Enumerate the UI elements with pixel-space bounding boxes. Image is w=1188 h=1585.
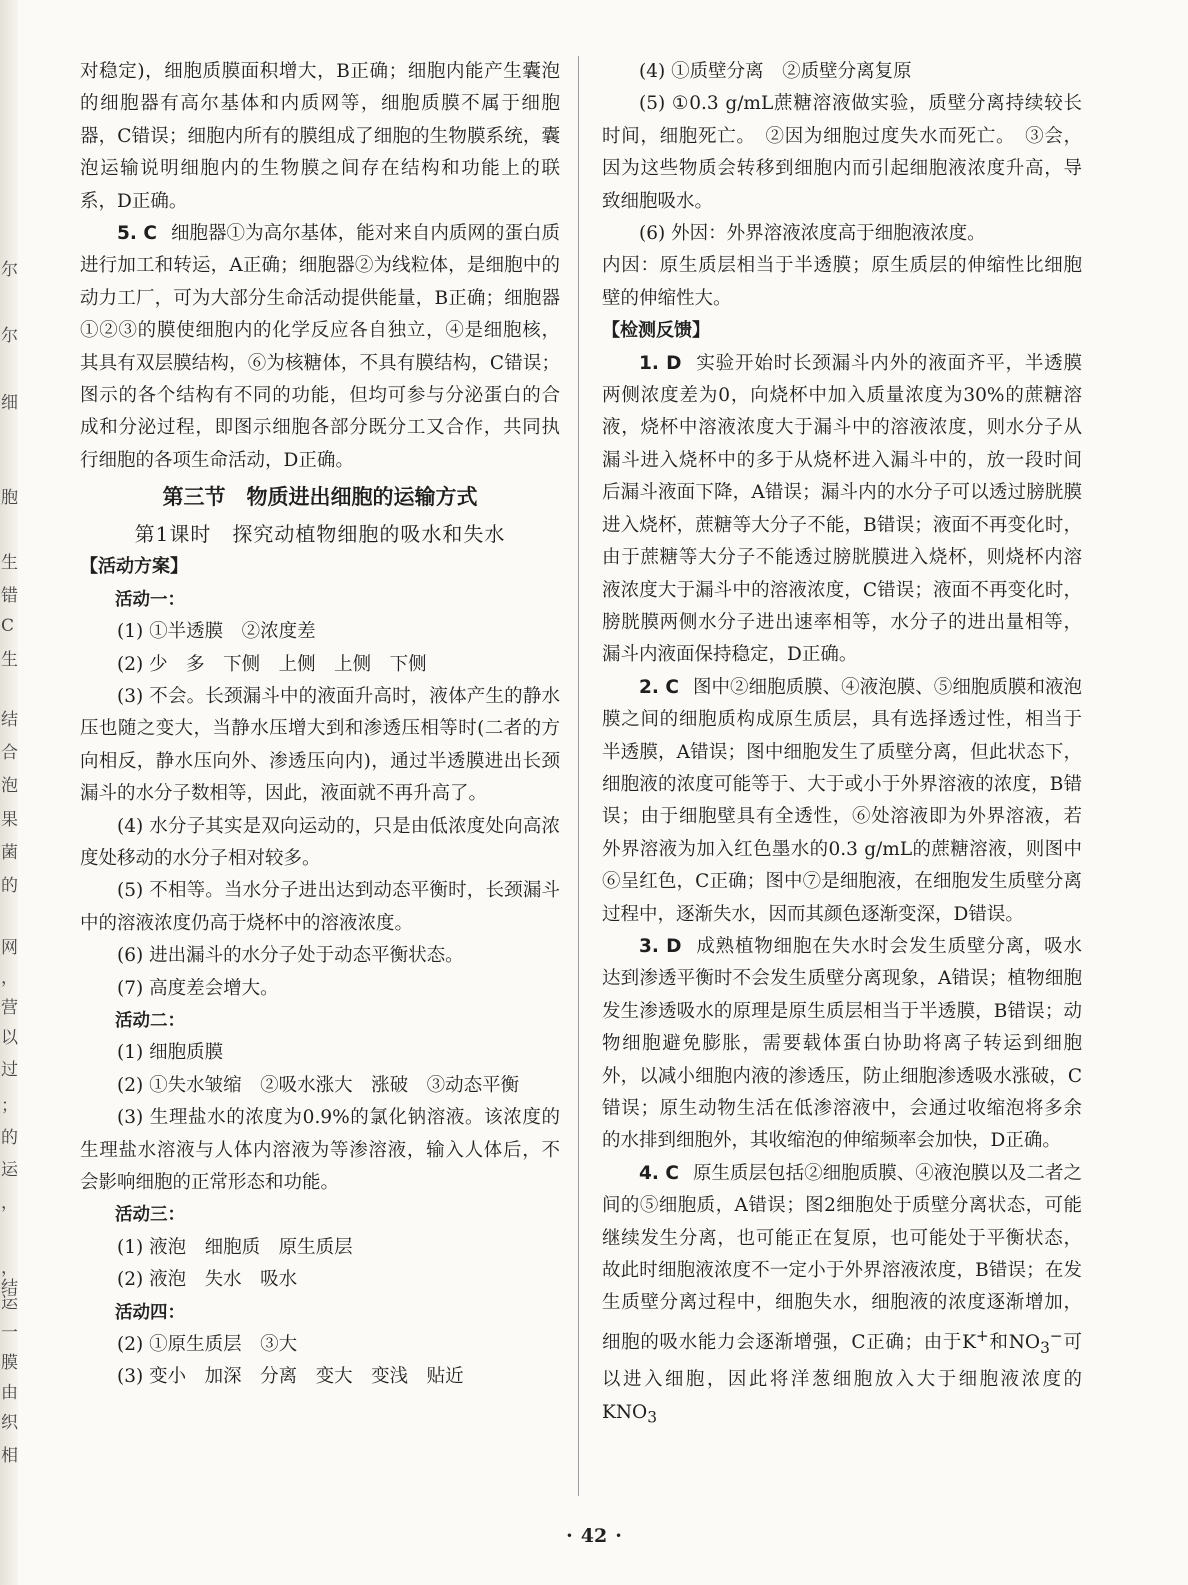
activity-1-item: (6) 进出漏斗的水分子处于动态平衡状态。 [117,945,464,967]
answer-4-number: 4. C [639,1162,679,1184]
answer-4-text: 原生质层包括②细胞质膜、④液泡膜以及二者之间的⑤细胞质，A错误；图2细胞处于质壁分离状态，可能继续发生分离，也可能正在复原，也可能处于平衡状态，故此时细胞液浓度不一定小于外界溶液浓度，B错误；在发生质壁分离过程中，细胞失水，细胞液的浓度逐渐增加，细胞的吸水能力会逐渐增强，C正确；由于K [602,1162,1082,1353]
answer-5 [80,218,560,477]
edge-char: 果 [1,810,18,830]
activity-4-item: (5) ①0.3 g/mL蔗糖溶液做实验，质壁分离持续较长时间，细胞死亡。 ②因为细胞过度失水而死亡。 ③会，因为这些物质会转移到细胞内而引起细胞液浓度升高，导致细胞吸水。 [602,93,1082,212]
edge-char: 胞 [1,488,18,508]
edge-char: 生 [1,650,18,670]
activity-1-item: (7) 高度差会增大。 [117,977,279,999]
edge-char: 合 [1,743,18,763]
activity-4-item-continued: 内因：原生质层相当于半透膜；原生质层的伸缩性比细胞壁的伸缩性大。 [602,255,1082,309]
paragraph-continuation: 对稳定)，细胞质膜面积增大，B正确；细胞内能产生囊泡的细胞器有高尔基体和内质网等，细胞质膜不属于细胞器，C错误；细胞内所有的膜组成了细胞的生物膜系统，囊泡运输说明细胞内的生物膜之间存在结构和功能上的联系，D正确。 [80,61,560,212]
answer-2-text: 图中②细胞质膜、④液泡膜、⑤细胞质膜和液泡膜之间的细胞质构成原生质层，具有选择透过性，相当于半透膜，A错误；图中细胞发生了质壁分离，但此状态下，细胞液的浓度可能等于、大于或小于外界溶液的浓度，B错误；由于细胞壁具有全透性，⑥处溶液即为外界溶液，若外界溶液为加入红色墨水的0.3 g/mL的蔗糖溶液，则图中⑥呈红色，C正确；图中⑦是细胞液，在细胞发生质壁分离过程中，逐渐失水，因而其颜色逐渐变深，D错误。 [602,676,1082,925]
answer-4-text: 和NO [988,1332,1041,1353]
edge-char: 相 [1,1446,18,1466]
activity-2-item: (3) 生理盐水的浓度为0.9%的氯化钠溶液。该浓度的生理盐水溶液与人体内溶液为等渗溶液，输入人体后，不会影响细胞的正常形态和功能。 [80,1107,560,1193]
subscript: 3 [1040,1338,1050,1357]
edge-char: ， [1,1193,18,1213]
page-number: · 42 · [566,1525,622,1547]
edge-char: 结 [1,1278,18,1298]
edge-char: 以 [1,1028,18,1048]
edge-char: 泡 [1,776,18,796]
edge-char: ； [1,1096,18,1116]
answer-5-text: 细胞器①为高尔基体，能对来自内质网的蛋白质进行加工和转运，A正确；细胞器②为线粒体，是细胞中的动力工厂，可为大部分生命活动提供能量，B正确；细胞器①②③的膜使细胞内的化学反应各自独立，④是细胞核，其具有双层膜结构，⑥为核糖体，不具有膜结构，C错误；图示的各个结构有不同的功能，但均可参与分泌蛋白的合成和分泌过程，即图示细胞各部分既分工又合作，共同执行细胞的各项生命活动，D正确。 [80,223,560,471]
activity-3-label: 活动三： [115,1205,185,1226]
answer-2 [602,672,1082,931]
edge-char: 细 [1,393,18,413]
lesson-title: 第1课时 探究动植物细胞的吸水和失水 [134,522,506,547]
edge-char: 膜 [1,1353,18,1373]
edge-char: 运 [1,1160,18,1180]
edge-char: ， [1,1258,18,1278]
edge-char: ， [1,968,18,988]
page-number-value: 42 [580,1525,608,1547]
answer-3 [602,931,1082,1158]
answer-3-text: 成熟植物细胞在失水时会发生质壁分离，吸水达到渗透平衡时不会发生质壁分离现象，A错误；植物细胞发生渗透吸水的原理是原生质层相当于半透膜，B错误；动物细胞避免膨胀，需要载体蛋白协助将离子转运到细胞外，以减小细胞内液的渗透压，防止细胞渗透吸水涨破，C错误；原生动物生活在低渗溶液中，会通过收缩泡将多余的水排到细胞外，其收缩泡的伸缩频率会加快，D正确。 [602,935,1082,1152]
activity-4-item: (6) 外因：外界溶液浓度高于细胞液浓度。 [639,223,986,245]
superscript: + [975,1326,989,1345]
answer-4-text: 可以进入细胞，因此将洋葱细胞放入大于细胞液浓度的KNO [602,1332,1082,1423]
superscript: − [1049,1326,1063,1345]
edge-char: 尔 [1,260,18,280]
activity-1-item: (3) 不会。长颈漏斗中的液面升高时，液体产生的静水压也随之变大，当静水压增大到和渗透压相等时(二者的方向相反，静水压向外、渗透压向内)，通过半透膜进出长颈漏斗的水分子数相等，因此，液面就不再升高了。 [80,685,560,805]
edge-char: 菌 [1,843,18,863]
edge-char: 尔 [1,326,18,346]
activity-3-item: (2) 液泡 失水 吸水 [117,1269,298,1291]
edge-char: C [1,616,15,636]
activity-4-item: (4) ①质壁分离 ②质壁分离复原 [639,61,912,82]
edge-char: 织 [1,1413,18,1433]
right-column [602,56,1082,1434]
activity-3-item: (1) 液泡 细胞质 原生质层 [117,1236,353,1258]
activity-2-item: (1) 细胞质膜 [117,1042,224,1064]
edge-char: 网 [1,938,18,958]
activity-2-item: (2) ①失水皱缩 ②吸水涨大 涨破 ③动态平衡 [117,1074,520,1096]
answer-1 [602,348,1082,672]
section-title: 第三节 物质进出细胞的运输方式 [162,485,478,510]
edge-char: 生 [1,553,18,573]
answer-4 [602,1158,1082,1434]
edge-char: 营 [1,998,18,1018]
activity-1-item: (2) 少 多 下侧 上侧 上侧 下侧 [117,653,427,675]
feedback-header: 【检测反馈】 [602,320,710,342]
activity-plan-header: 【活动方案】 [80,556,188,578]
edge-char: 的 [1,876,18,896]
activity-1-item: (4) 水分子其实是双向运动的，只是由低浓度处向高浓度处移动的水分子相对较多。 [80,815,560,869]
activity-2-label: 活动二： [115,1010,185,1031]
activity-4-item: (2) ①原生质层 ③大 [117,1334,298,1356]
left-column [80,56,560,1394]
answer-2-number: 2. C [639,676,679,698]
answer-3-number: 3. D [639,935,682,957]
activity-1-label: 活动一： [115,589,185,610]
subscript: 3 [647,1408,657,1427]
answer-1-number: 1. D [639,352,682,374]
edge-char: 过 [1,1060,18,1080]
edge-char: 运 [1,1293,18,1313]
answer-1-text: 实验开始时长颈漏斗内外的液面齐平，半透膜两侧浓度差为0，向烧杯中加入质量浓度为30%的蔗糖溶液，烧杯中溶液浓度大于漏斗中的溶液浓度，则水分子从漏斗进入烧杯中的多于从烧杯进入漏斗中的，放一段时间后漏斗液面下降，A错误；漏斗内的水分子可以透过膀胱膜进入烧杯，蔗糖等大分子不能，B错误；液面不再变化时，由于蔗糖等大分子不能透过膀胱膜进入烧杯，则烧杯内溶液浓度大于漏斗中的溶液浓度，C错误；液面不再变化时，膀胱膜两侧水分子进出速率相等，水分子的进出量相等，漏斗内液面保持稳定，D正确。 [602,352,1082,666]
activity-1-item: (5) 不相等。当水分子进出达到动态平衡时，长颈漏斗中的溶液浓度仍高于烧杯中的溶液浓度。 [80,880,560,934]
answer-5-number: 5. C [117,223,157,245]
activity-1-item: (1) ①半透膜 ②浓度差 [117,621,316,643]
column-divider [578,56,579,1496]
edge-char: 一 [1,1323,18,1343]
activity-4-label: 活动四： [115,1302,185,1323]
edge-char: 结 [1,710,18,730]
edge-char: 由 [1,1383,18,1403]
activity-4-item: (3) 变小 加深 分离 变大 变浅 贴近 [117,1366,464,1388]
edge-char: 的 [1,1128,18,1148]
edge-char: 错 [1,586,18,606]
